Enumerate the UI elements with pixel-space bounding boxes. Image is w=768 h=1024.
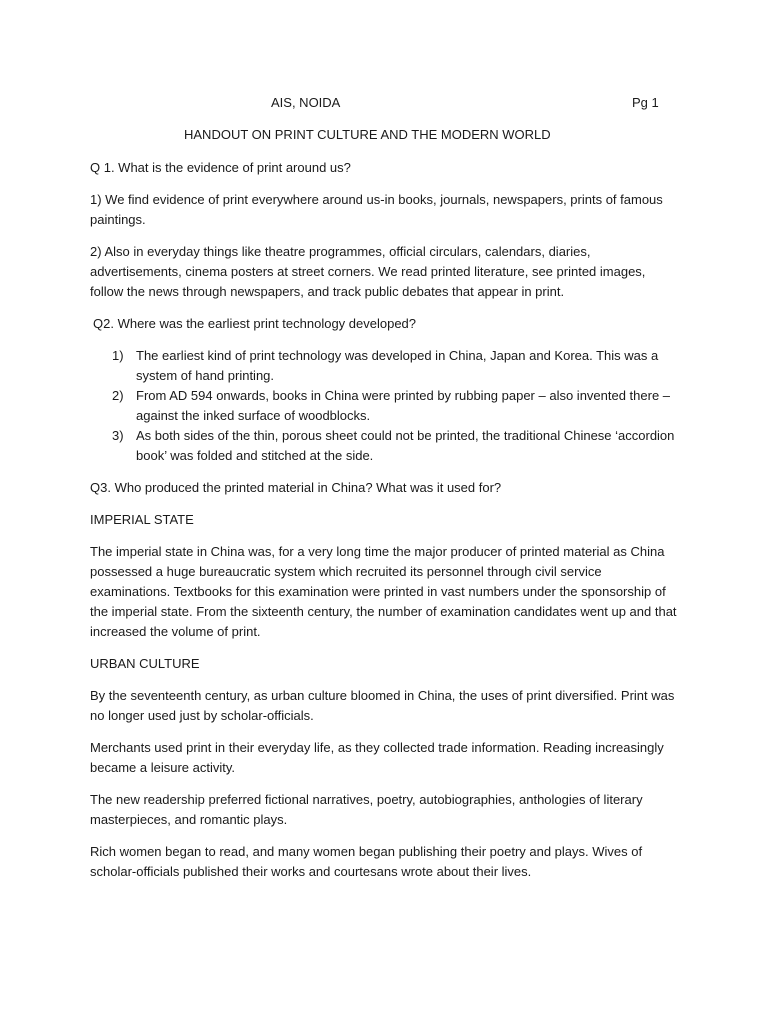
imperial-state-paragraph: The imperial state in China was, for a very long time the major producer of printed material as China possessed a huge bureaucratic system which recruited its personnel through civil service examinations. Textbooks for this examination were printed in vast numbers under the sponsorship of the imperial state. From the sixteenth century, the number of examination candidates went up and that increased the volume of print. <box>90 544 677 639</box>
list-item <box>90 386 682 426</box>
urban-culture-paragraph: The new readership preferred fictional narratives, poetry, autobiographies, anthologies of literary masterpieces, and romantic plays. <box>90 792 643 827</box>
list-marker: 1) <box>112 348 124 363</box>
school-name: AIS, NOIDA <box>271 95 341 110</box>
urban-culture-paragraph: Merchants used print in their everyday life, as they collected trade information. Reading increasingly became a leisure activity. <box>90 740 664 775</box>
question-2: Q2. Where was the earliest print technology developed? <box>93 316 417 331</box>
list-item-text: As both sides of the thin, porous sheet could not be printed, the traditional Chinese ‘accordion book’ was folded and stitched at the side. <box>136 428 675 463</box>
section-heading-urban-culture: URBAN CULTURE <box>90 656 200 671</box>
urban-culture-paragraph: Rich women began to read, and many women began publishing their poetry and plays. Wives of scholar-officials published their works and courtesans wrote about their lives. <box>90 844 643 879</box>
document-body <box>90 158 682 894</box>
answer-2-list <box>90 346 682 466</box>
section-heading-imperial-state: IMPERIAL STATE <box>90 512 194 527</box>
answer-1-point-1: 1) We find evidence of print everywhere around us-in books, journals, newspapers, prints of famous paintings. <box>90 192 663 227</box>
list-item <box>90 426 682 466</box>
handout-title: HANDOUT ON PRINT CULTURE AND THE MODERN WORLD <box>184 127 551 142</box>
list-marker: 3) <box>112 428 124 443</box>
page-number: Pg 1 <box>632 95 659 110</box>
list-item <box>90 346 682 386</box>
answer-1-point-2: 2) Also in everyday things like theatre programmes, official circulars, calendars, diaries, advertisements, cinema posters at street corners. We read printed literature, see printed images, follow the news through newspapers, and track public debates that appear in print. <box>90 244 646 299</box>
urban-culture-paragraph: By the seventeenth century, as urban culture bloomed in China, the uses of print diversified. Print was no longer used just by scholar-officials. <box>90 688 675 723</box>
list-marker: 2) <box>112 388 124 403</box>
list-item-text: The earliest kind of print technology was developed in China, Japan and Korea. This was a system of hand printing. <box>136 348 659 383</box>
list-item-text: From AD 594 onwards, books in China were printed by rubbing paper – also invented there – against the inked surface of woodblocks. <box>136 388 671 423</box>
question-1: Q 1. What is the evidence of print around us? <box>90 160 351 175</box>
question-3: Q3. Who produced the printed material in China? What was it used for? <box>90 480 502 495</box>
